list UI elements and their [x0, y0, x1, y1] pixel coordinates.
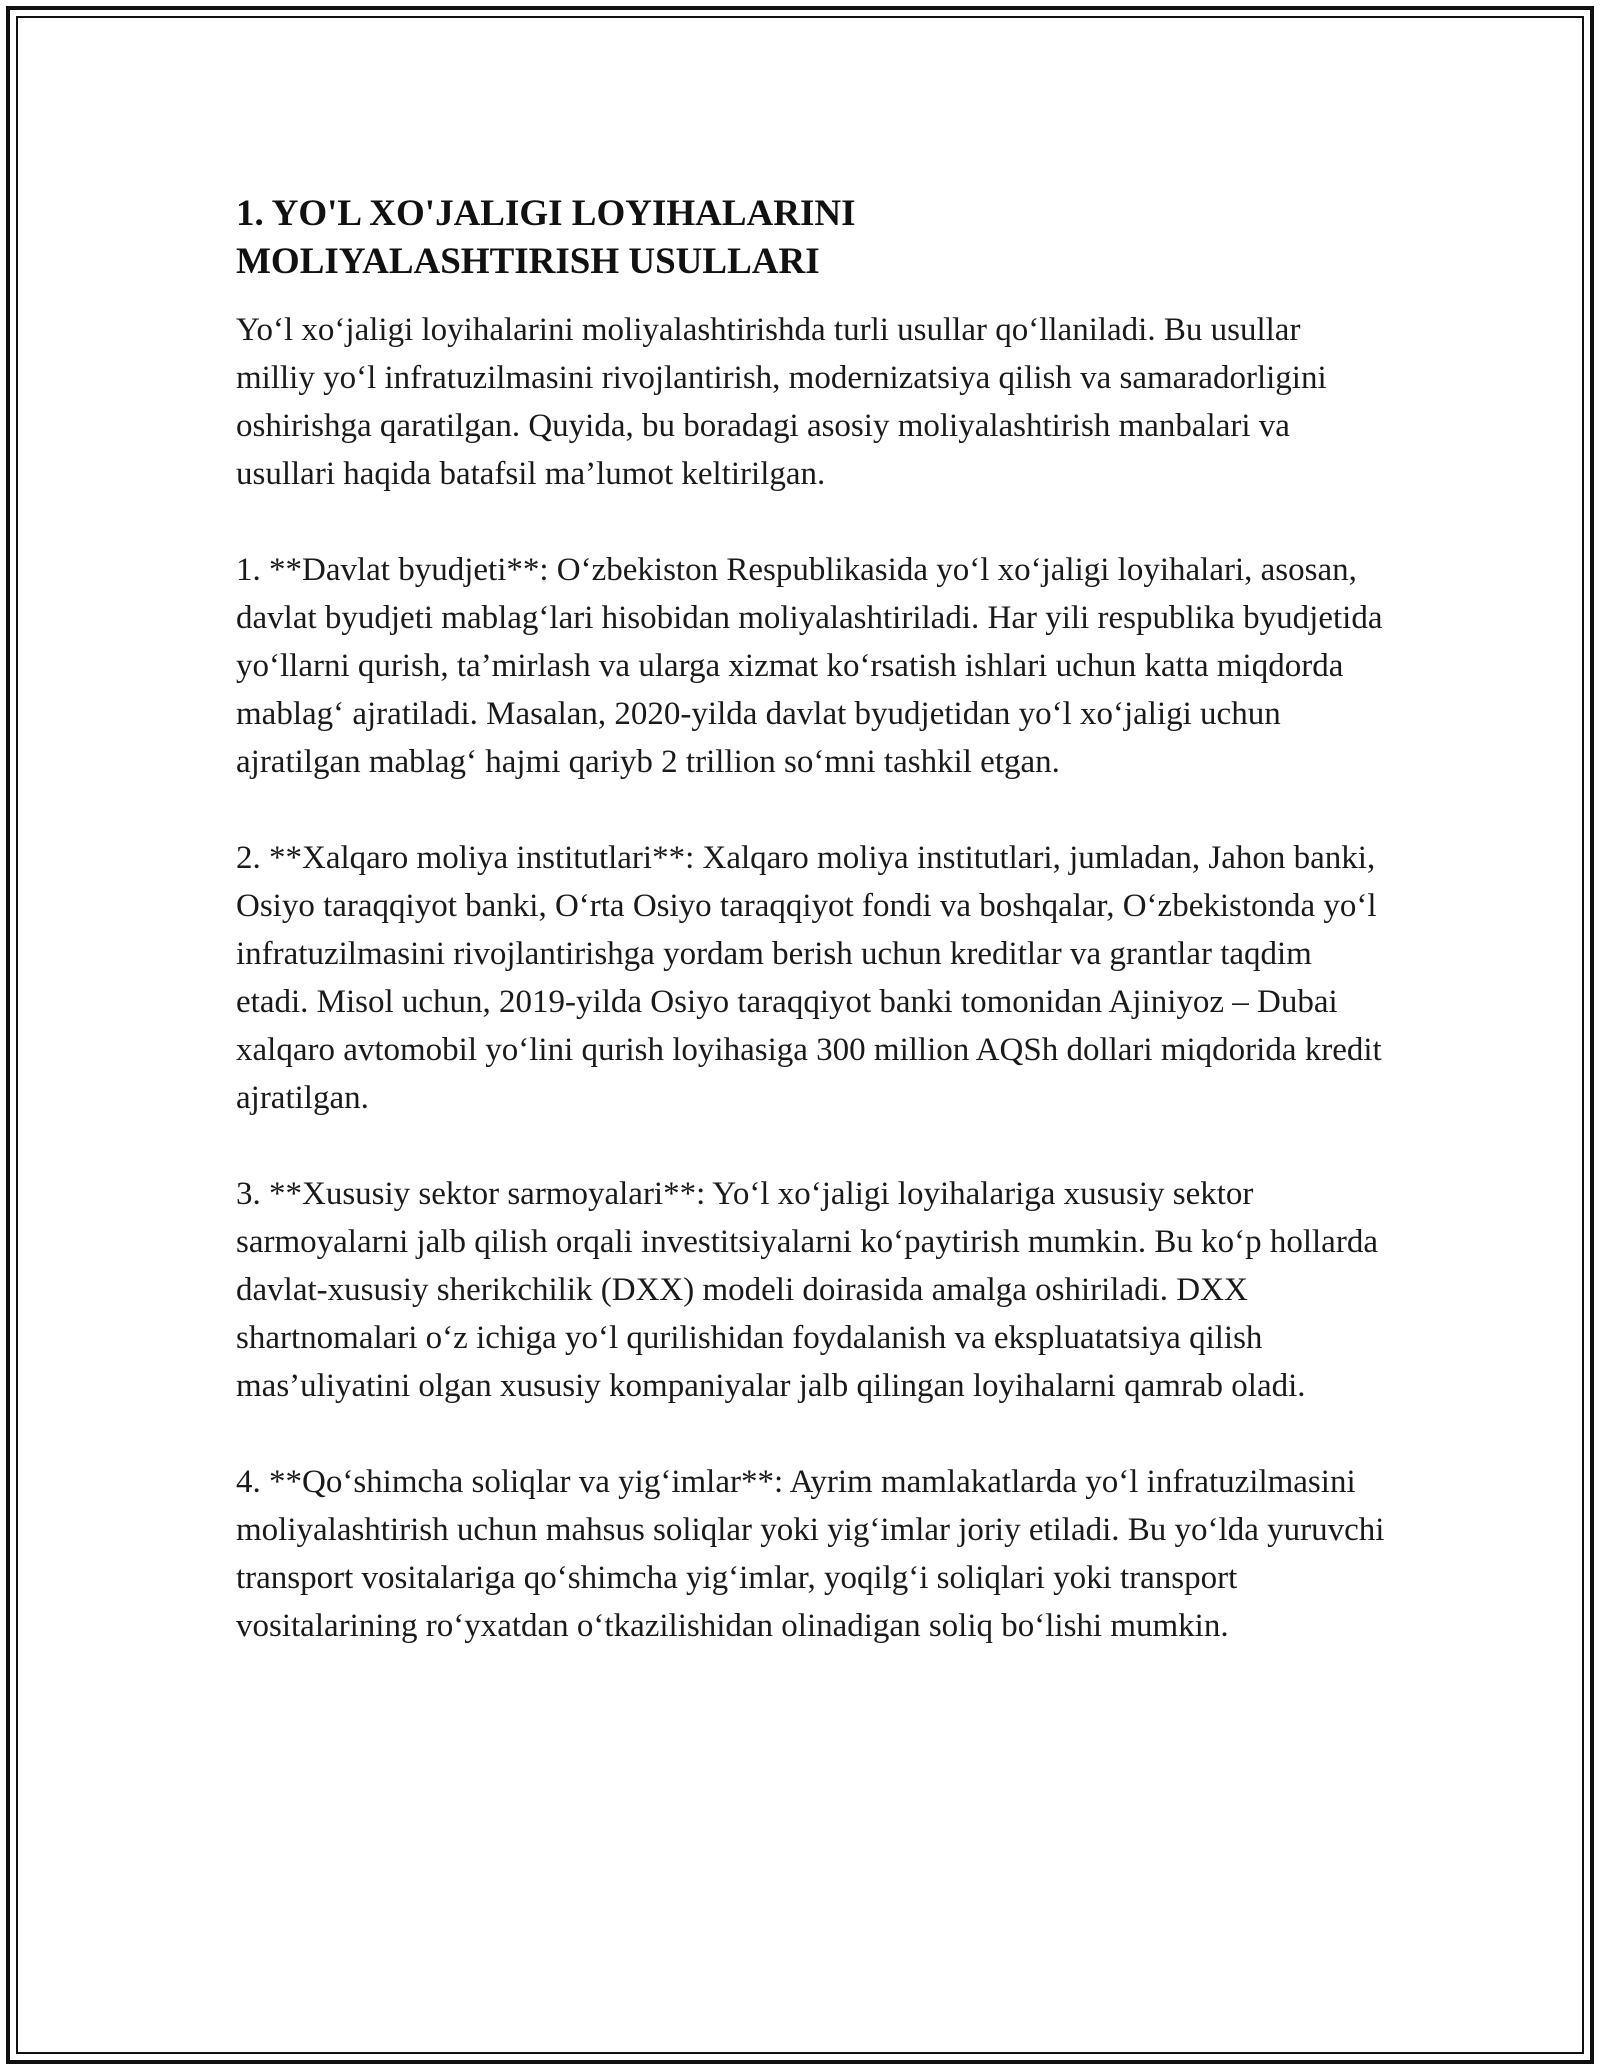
- paragraph-private-sector: 3. **Xususiy sektor sarmoyalari**: Yo‘l xo‘jaligi loyihalariga xususiy sektor sarmoyalarni jalb qilish orqali investitsiyalarni ko‘paytirish mumkin. Bu ko‘p hollarda davlat-xususiy sherikchilik (DXX) modeli doirasida amalga oshiriladi. DXX shartnomalari o‘z ichiga yo‘l qurilishidan foydalanish va ekspluatatsiya qilish mas’uliyatini olgan xususiy kompaniyalar jalb qilingan loyihalarni qamrab oladi.: [236, 1176, 1378, 1404]
- paragraph-additional-taxes: 4. **Qo‘shimcha soliqlar va yig‘imlar**: Ayrim mamlakatlarda yo‘l infratuzilmasini moliyalashtirish uchun mahsus soliqlar yoki yig‘imlar joriy etiladi. Bu yo‘lda yuruvchi transport vositalariga qo‘shimcha yig‘imlar, yoqilg‘i soliqlari yoki transport vositalarining ro‘yxatdan o‘tkazilishidan olinadigan soliq bo‘lishi mumkin.: [236, 1464, 1385, 1644]
- title-line-2: MOLIYALASHTIRISH USULLARI: [236, 241, 820, 282]
- document-body: [236, 190, 1386, 1698]
- title-line-1: 1. YO'L XO'JALIGI LOYIHALARINI: [236, 193, 856, 234]
- paragraph-international-institutions: 2. **Xalqaro moliya institutlari**: Xalqaro moliya institutlari, jumladan, Jahon banki, Osiyo taraqqiyot banki, O‘rta Osiyo taraqqiyot fondi va boshqalar, O‘zbekistonda yo‘l infratuzilmasini rivojlantirishga yordam berish uchun kreditlar va grantlar taqdim etadi. Misol uchun, 2019-yilda Osiyo taraqqiyot banki tomonidan Ajiniyoz – Dubai xalqaro avtomobil yo‘lini qurish loyihasiga 300 million AQSh dollari miqdorida kredit ajratilgan.: [236, 840, 1382, 1116]
- paragraph-state-budget: 1. **Davlat byudjeti**: O‘zbekiston Respublikasida yo‘l xo‘jaligi loyihalari, asosan, davlat byudjeti mablag‘lari hisobidan moliyalashtiriladi. Har yili respublika byudjetida yo‘llarni qurish, ta’mirlash va ularga xizmat ko‘rsatish ishlari uchun katta miqdorda mablag‘ ajratiladi. Masalan, 2020-yilda davlat byudjetidan yo‘l xo‘jaligi uchun ajratilgan mablag‘ hajmi qariyb 2 trillion so‘mni tashkil etgan.: [236, 552, 1383, 780]
- intro-paragraph: Yo‘l xo‘jaligi loyihalarini moliyalashtirishda turli usullar qo‘llaniladi. Bu usullar milliy yo‘l infratuzilmasini rivojlantirish, modernizatsiya qilish va samaradorligini oshirishga qaratilgan. Quyida, bu boradagi asosiy moliyalashtirish manbalari va usullari haqida batafsil ma’lumot keltirilgan.: [236, 312, 1327, 492]
- document-title: [236, 190, 1386, 286]
